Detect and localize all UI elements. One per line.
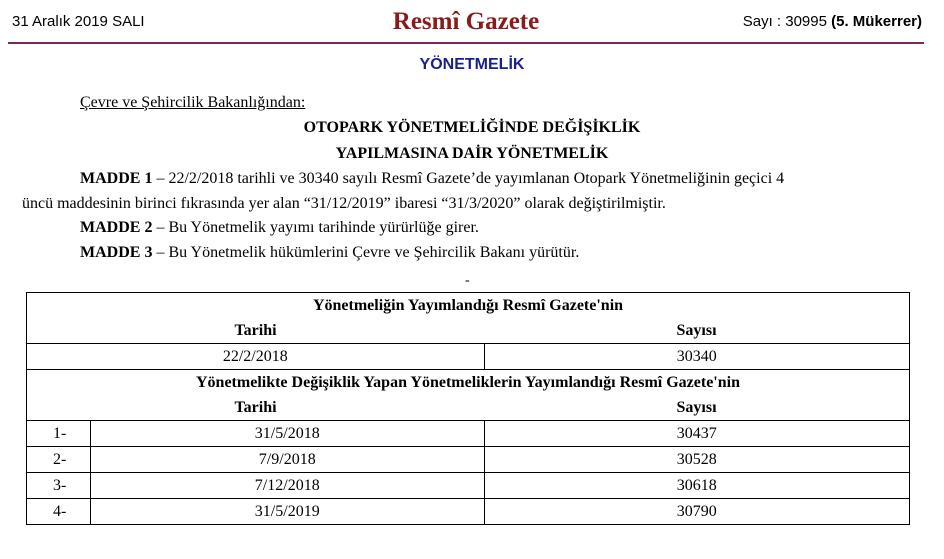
regulation-history-table: [26, 292, 910, 525]
article-text: – Bu Yönetmelik hükümlerini Çevre ve Şehircilik Bakanı yürütür.: [152, 244, 580, 261]
article-label: MADDE 1: [80, 170, 153, 187]
article-1-continuation: üncü maddesinin birinci fıkrasında yer alan “31/12/2019” ibaresi “31/3/2020” olarak değiştirilmiştir.: [22, 195, 666, 212]
issue-number: [743, 13, 922, 30]
article-1: [80, 170, 784, 188]
table-row: [27, 421, 910, 447]
section-title: YÖNETMELİK: [419, 56, 525, 73]
regulation-title-line-1: OTOPARK YÖNETMELİĞİNDE DEĞİŞİKLİK: [303, 119, 641, 136]
table-row: [27, 499, 910, 525]
row-number: 30528: [484, 447, 909, 473]
publication-date: 31 Aralık 2019 SALI: [12, 13, 145, 30]
row-date: 7/12/2018: [90, 473, 484, 499]
row-index: 1-: [27, 421, 91, 447]
article-3: [80, 244, 579, 262]
row-number: 30790: [484, 499, 909, 525]
row-date: 31/5/2018: [90, 421, 484, 447]
row-number: 30437: [484, 421, 909, 447]
ministry-name: Çevre ve Şehircilik Bakanlığından:: [80, 94, 306, 111]
table-row: [27, 447, 910, 473]
gazette-header: [8, 0, 924, 44]
column-header-date: Tarihi: [27, 395, 485, 421]
table-row: [27, 473, 910, 499]
original-number: 30340: [484, 344, 909, 370]
article-2: [80, 219, 479, 237]
article-label: MADDE 3: [80, 244, 153, 261]
row-number: 30618: [484, 473, 909, 499]
table-row: [27, 344, 910, 370]
original-date: 22/2/2018: [27, 344, 485, 370]
row-date: 7/9/2018: [90, 447, 484, 473]
column-header-date: Tarihi: [27, 318, 485, 344]
amendments-heading: Yönetmelikte Değişiklik Yapan Yönetmeliklerin Yayımlandığı Resmî Gazete'nin: [27, 370, 910, 396]
row-index: 3-: [27, 473, 91, 499]
column-header-number: Sayısı: [484, 395, 909, 421]
issue-number-text: Sayı : 30995: [742, 13, 827, 30]
gazette-title: Resmî Gazete: [392, 8, 540, 35]
article-text: – 22/2/2018 tarihli ve 30340 sayılı Resmî Gazete’de yayımlanan Otopark Yönetmeliğinin geçici 4: [152, 170, 785, 187]
row-index: 2-: [27, 447, 91, 473]
row-index: 4-: [27, 499, 91, 525]
article-text: – Bu Yönetmelik yayımı tarihinde yürürlüğe girer.: [152, 219, 479, 236]
original-heading: Yönetmeliğin Yayımlandığı Resmî Gazete'nin: [27, 293, 910, 319]
issue-supplement: (5. Mükerrer): [831, 13, 922, 30]
separator: -: [465, 273, 470, 288]
column-header-number: Sayısı: [484, 318, 909, 344]
regulation-title-line-2: YAPILMASINA DAİR YÖNETMELİK: [335, 145, 609, 162]
row-date: 31/5/2019: [90, 499, 484, 525]
article-label: MADDE 2: [80, 219, 153, 236]
